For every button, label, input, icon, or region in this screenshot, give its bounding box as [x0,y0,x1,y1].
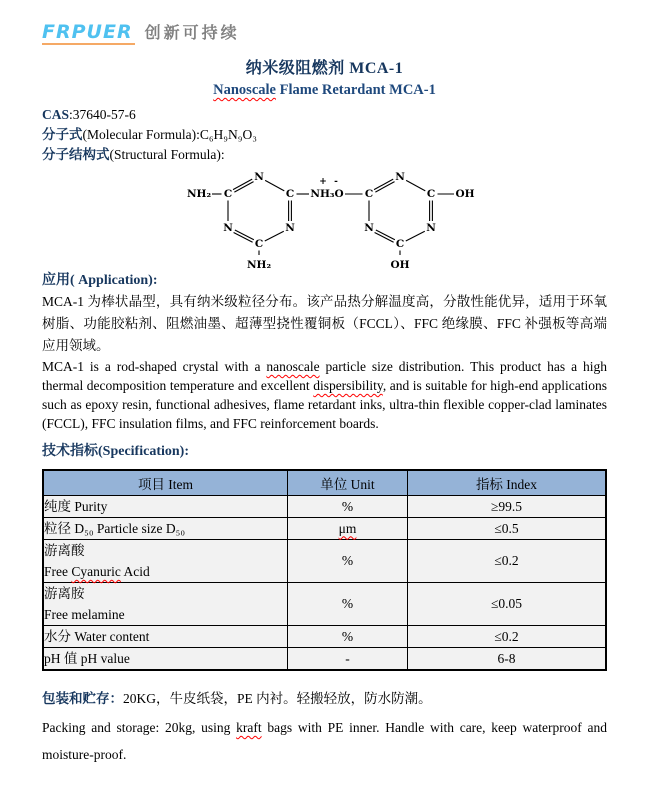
col-header-item: 项目 Item [43,470,288,496]
structural-formula-label: 分子结构式 [42,147,110,162]
index-cell [408,518,607,540]
text-run: 6-8 [497,650,516,666]
text-run: % [341,498,354,514]
application-heading-en: ( Application): [70,273,158,288]
page-title-en [42,80,607,100]
col-header-index: 指标 Index [408,470,607,496]
structural-formula-value: (Structural Formula): [109,147,225,162]
atom-label: C [223,188,233,200]
cas-line [42,105,607,125]
text-run: - [345,650,350,666]
packing-heading: 包装和贮存： [42,691,123,706]
text-run: 游离酸 [44,543,85,558]
molecular-formula-label: 分子式 [42,127,83,142]
spellcheck-word: Cyanuric [71,564,121,579]
specification-heading-zh: 技术指标 [42,444,98,459]
atom-label: N [285,222,295,234]
application-heading-zh: 应用 [42,273,70,288]
item-line [44,540,287,561]
packing-text-en [42,714,607,768]
text-run: Acid [120,564,150,579]
text-run: % [341,596,354,611]
packing-line-zh [42,689,607,709]
specification-table [42,469,607,671]
unit-cell [288,583,408,626]
text-run: 游离胺 [44,586,85,601]
col-header-unit: 单位 Unit [288,470,408,496]
cas-value: :37640-57-6 [69,107,136,122]
spellcheck-word: kraft [236,720,262,735]
text-run: Free [44,564,72,579]
unit-cell [288,626,408,648]
text-run: ≥99.5 [490,498,523,514]
charge-label: - [334,177,338,187]
text-run: 水分 Water content [44,629,150,644]
index-cell [408,540,607,583]
application-text-zh: MCA-1 为棒状晶型，具有纳米级粒径分布。该产品热分解温度高，分散性能优异，适用于环氧树脂、功能胶粘剂、阻燃油墨、超薄型挠性覆铜板（FCCL）、FFC 绝缘膜、FFC 补强板等高端应用领域。 [42,294,607,353]
spec-table-head [43,470,606,496]
spec-header-row [43,470,606,496]
atom-label: OH [390,259,410,271]
spellcheck-word: dispersibility [313,378,383,393]
index-cell [408,648,607,671]
spellcheck-word: nanoscale [266,359,320,374]
logo-tagline: 创新可持续 [144,23,240,42]
text-run: Free melamine [44,607,125,622]
index-cell [408,496,607,518]
title-en-rest: Flame Retardant MCA-1 [275,82,436,98]
unit-cell [288,518,408,540]
atom-label: C [395,238,405,250]
spec-table-row [43,648,606,671]
spec-table-row [43,540,606,583]
item-line [44,583,287,604]
atom-label: C [254,238,264,250]
unit-cell [288,648,408,671]
spec-table-body [43,496,606,671]
item-line [44,518,287,539]
item-line [44,561,287,582]
atom-label: N [426,222,436,234]
text-run: Packing and storage: 20kg, using [42,720,237,735]
item-cell [43,583,288,626]
spec-table-row [43,496,606,518]
application-heading [42,271,607,291]
text-run: bags with PE inner. Handle with care, keep waterproof and moisture-proof. [42,720,607,762]
index-cell [408,583,607,626]
item-cell [43,496,288,518]
text-run: particle size distribution. This product has a high thermal decomposition temperature and excellent [42,359,607,393]
atom-label: NH₃O [310,188,344,200]
bond-line [265,180,284,191]
atom-label: OH [455,188,475,200]
atom-label: NH₂ [186,188,212,200]
item-cell [43,626,288,648]
bond-line [265,231,284,241]
bond-line [406,180,425,191]
charge-label: + [319,177,327,187]
item-line [44,648,287,669]
company-logo [42,20,607,44]
text-run: ≤0.2 [494,628,519,644]
text-run: 粒径 D₅₀ Particle size D₅₀ [44,521,186,536]
logo-wordmark: FRPUER [42,21,133,43]
spellcheck-word: μm [338,520,357,536]
item-cell [43,518,288,540]
unit-cell [288,496,408,518]
bond-line [406,231,425,241]
atom-label: NH₂ [246,259,272,271]
page-title-zh: 纳米级阻燃剂 MCA-1 [245,60,404,77]
structural-formula-line [42,145,607,165]
spec-table-row [43,626,606,648]
unit-cell [288,540,408,583]
text-run: , and is suitable for high-end applications such as epoxy resin, functional adhesives, flame retardant inks, ultra-thin flexible copper-clad laminates (FCCL), FFC insulation films, and FFC reinforcement boards. [42,378,607,431]
atom-label: C [364,188,374,200]
item-line [44,626,287,647]
spec-table-row [43,518,606,540]
cas-label: CAS [42,107,70,122]
item-cell [43,648,288,671]
text-run: % [341,628,354,644]
text-run: ≤0.5 [494,520,519,536]
atom-label: N [364,222,374,234]
molecular-formula-line [42,125,607,145]
text-run: ≤0.2 [494,553,519,568]
molecular-formula-value: (Molecular Formula):C₆H₉N₉O₃ [82,127,257,142]
text-run: pH 值 pH value [44,651,130,666]
specification-heading [42,442,607,462]
atom-label: N [223,222,233,234]
spec-table-row [43,583,606,626]
application-text-en [42,357,607,433]
title-spellcheck-word: Nanoscale [213,82,276,98]
atom-label: N [254,171,264,183]
packing-text-zh: 20KG，牛皮纸袋，PE 内衬。轻搬轻放，防水防潮。 [123,691,432,706]
index-cell [408,626,607,648]
atom-label: C [426,188,436,200]
text-run: 纯度 Purity [44,499,108,514]
item-line [44,496,287,517]
structural-formula-diagram [184,165,484,271]
text-run: ≤0.05 [490,596,523,611]
atom-label: N [395,171,405,183]
item-cell [43,540,288,583]
text-run: MCA-1 is a rod-shaped crystal with a [42,359,267,374]
specification-heading-en: (Specification): [98,444,189,459]
text-run: % [341,553,354,568]
atom-label: C [285,188,295,200]
item-line [44,604,287,625]
